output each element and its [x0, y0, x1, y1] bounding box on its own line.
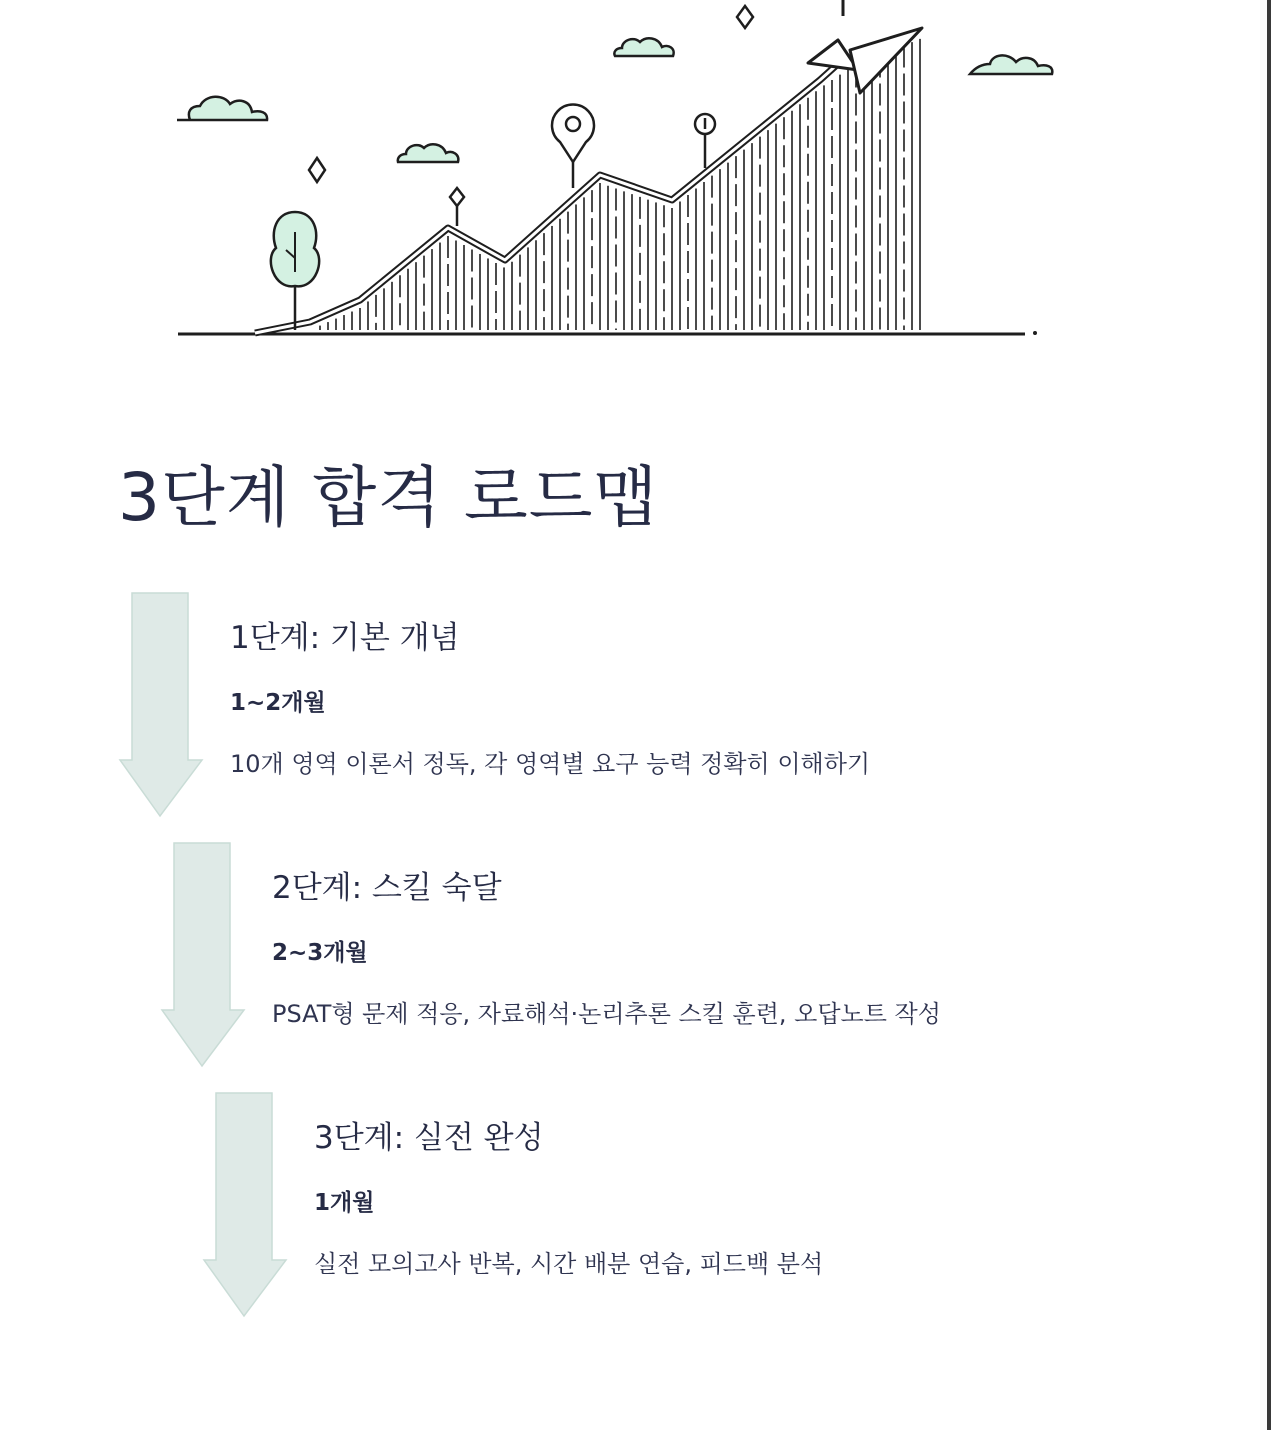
roadmap-step-1	[118, 592, 1118, 822]
tree-icon	[271, 212, 319, 330]
step-description: PSAT형 문제 적응, 자료해석·논리추론 스킬 훈련, 오답노트 작성	[272, 1000, 941, 1028]
down-arrow-icon	[118, 592, 204, 818]
step-description: 10개 영역 이론서 정독, 각 영역별 요구 능력 정확히 이해하기	[230, 750, 871, 778]
step-duration: 1개월	[314, 1190, 375, 1216]
step-description: 실전 모의고사 반복, 시간 배분 연습, 피드백 분석	[314, 1250, 824, 1278]
page-edge	[1267, 0, 1271, 1430]
down-arrow-icon	[202, 1092, 288, 1318]
roadmap-step-3	[202, 1092, 1202, 1322]
info-marker-icon	[695, 114, 715, 168]
page-title: 3단계 합격 로드맵	[118, 459, 659, 536]
step-title: 2단계: 스킬 숙달	[272, 870, 502, 906]
down-arrow-icon	[160, 842, 246, 1068]
step-title: 3단계: 실전 완성	[314, 1120, 544, 1156]
step-title: 1단계: 기본 개념	[230, 620, 460, 656]
location-pin-icon	[552, 105, 594, 188]
step-duration: 1~2개월	[230, 690, 326, 716]
growth-chart-illustration	[160, 0, 1080, 350]
roadmap-step-2	[160, 842, 1160, 1072]
sparkle-icon	[309, 6, 753, 182]
flag-marker-icon	[450, 188, 464, 226]
step-duration: 2~3개월	[272, 940, 368, 966]
cloud-icon	[177, 38, 1052, 162]
